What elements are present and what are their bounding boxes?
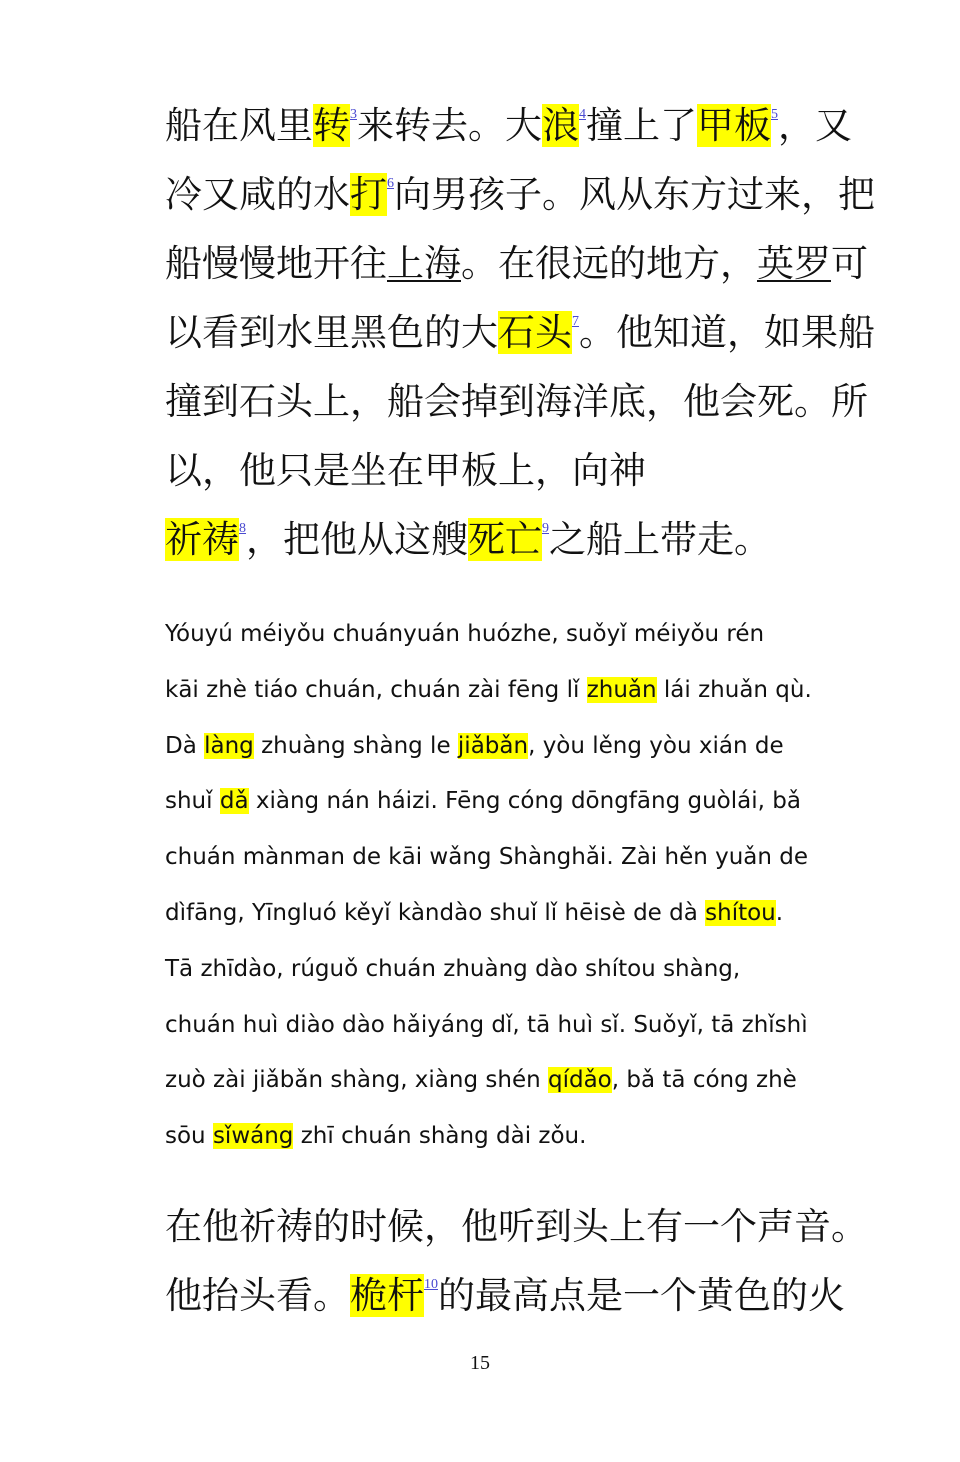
text-run: dìfāng, Yīngluó kěyǐ kàndào shuǐ lǐ hēisè de dà [165,899,706,926]
text-line [165,229,885,298]
highlighted-word: shítou [705,899,776,926]
text-run: 可 [831,242,868,285]
chinese-paragraph-1 [165,91,885,574]
text-run: 冷又咸的水 [165,173,350,216]
text-run: Dà [165,732,205,759]
text-line [165,663,885,719]
pinyin-paragraph [165,607,885,1165]
text-line [165,367,885,436]
text-line [165,436,885,505]
text-line [165,719,885,775]
text-run: chuán huì diào dào hǎiyáng dǐ, tā huì sǐ. Suǒyǐ, tā zhǐshì [165,1011,808,1038]
highlighted-word: 死亡 [468,518,542,561]
text-run: ，又 [778,104,852,147]
text-run: ，把他从这艘 [246,518,468,561]
text-run: Tā zhīdào, rúguǒ chuán zhuàng dào shítou shàng, [165,955,741,982]
text-line [165,298,885,367]
text-run: 船在风里 [165,104,313,147]
underlined-place-name: 上海 [387,242,461,285]
text-line [165,1109,885,1165]
footnote-link[interactable]: 9 [542,521,549,536]
underlined-person-name: 英罗 [757,242,831,285]
text-run: 。他知道，如果船 [579,311,875,354]
highlighted-word: 祈祷 [165,518,239,561]
text-line [165,505,885,574]
text-run: 撞上了 [586,104,697,147]
footnote-link[interactable]: 10 [424,1277,438,1292]
chinese-paragraph-2 [165,1192,885,1330]
text-line [165,1192,885,1261]
text-run: zhī chuán shàng dài zǒu. [293,1123,587,1150]
text-run: . [775,899,784,926]
text-line [165,160,885,229]
highlighted-word: làng [204,732,254,759]
highlighted-word: 石头 [498,311,572,354]
footnote-link[interactable]: 6 [387,176,394,191]
text-run: zhuàng shàng le [253,732,458,759]
highlighted-word: 打 [350,173,387,216]
text-run: 。在很远的地方， [461,242,757,285]
text-run: 来转去。大 [357,104,542,147]
page-number: 15 [470,1352,490,1374]
text-run: 船慢慢地开往 [165,242,387,285]
text-line [165,1053,885,1109]
text-run: 的最高点是一个黄色的火 [438,1274,845,1317]
text-run: shuǐ [165,788,220,815]
text-run: lái zhuǎn qù. [656,676,812,703]
text-line [165,91,885,160]
footnote-link[interactable]: 4 [579,107,586,122]
text-run: , yòu lěng yòu xián de [528,732,784,759]
footnote-link[interactable]: 7 [572,314,579,329]
highlighted-word: qídǎo [548,1067,612,1094]
text-run: xiàng nán háizi. Fēng cóng dōngfāng guòlái, bǎ [248,788,801,815]
text-line [165,998,885,1054]
text-line [165,886,885,942]
text-run: zuò zài jiǎbǎn shàng, xiàng shén [165,1067,548,1094]
text-run: , bǎ tā cóng zhè [611,1067,797,1094]
text-run: 在他祈祷的时候，他听到头上有一个声音。 [165,1205,868,1248]
text-run: 他抬头看。 [165,1274,350,1317]
text-run: 以看到水里黑色的大 [165,311,498,354]
text-line [165,774,885,830]
text-run: 之船上带走。 [549,518,771,561]
text-line [165,942,885,998]
text-run: Yóuyú méiyǒu chuányuán huózhe, suǒyǐ méiyǒu rén [165,621,765,647]
footnote-link[interactable]: 5 [771,107,778,122]
highlighted-word: 浪 [542,104,579,147]
highlighted-word: 甲板 [697,104,771,147]
footnote-link[interactable]: 3 [350,107,357,122]
highlighted-word: zhuǎn [586,676,657,703]
text-run: chuán mànman de kāi wǎng Shànghǎi. Zài hěn yuǎn de [165,844,809,871]
footnote-link[interactable]: 8 [239,521,246,536]
highlighted-word: 转 [313,104,350,147]
text-line [165,607,885,663]
text-run: kāi zhè tiáo chuán, chuán zài fēng lǐ [165,676,587,703]
highlighted-word: jiǎbǎn [457,732,529,759]
highlighted-word: dǎ [219,788,249,815]
highlighted-word: sǐwáng [212,1123,294,1150]
text-run: 向男孩子。风从东方过来，把 [394,173,875,216]
text-line [165,830,885,886]
text-run: 撞到石头上，船会掉到海洋底，他会死。所 [165,380,868,423]
text-run: sōu [165,1123,213,1150]
text-run: 以，他只是坐在甲板上，向神 [165,449,646,492]
text-line [165,1261,885,1330]
highlighted-word: 桅杆 [350,1274,424,1317]
